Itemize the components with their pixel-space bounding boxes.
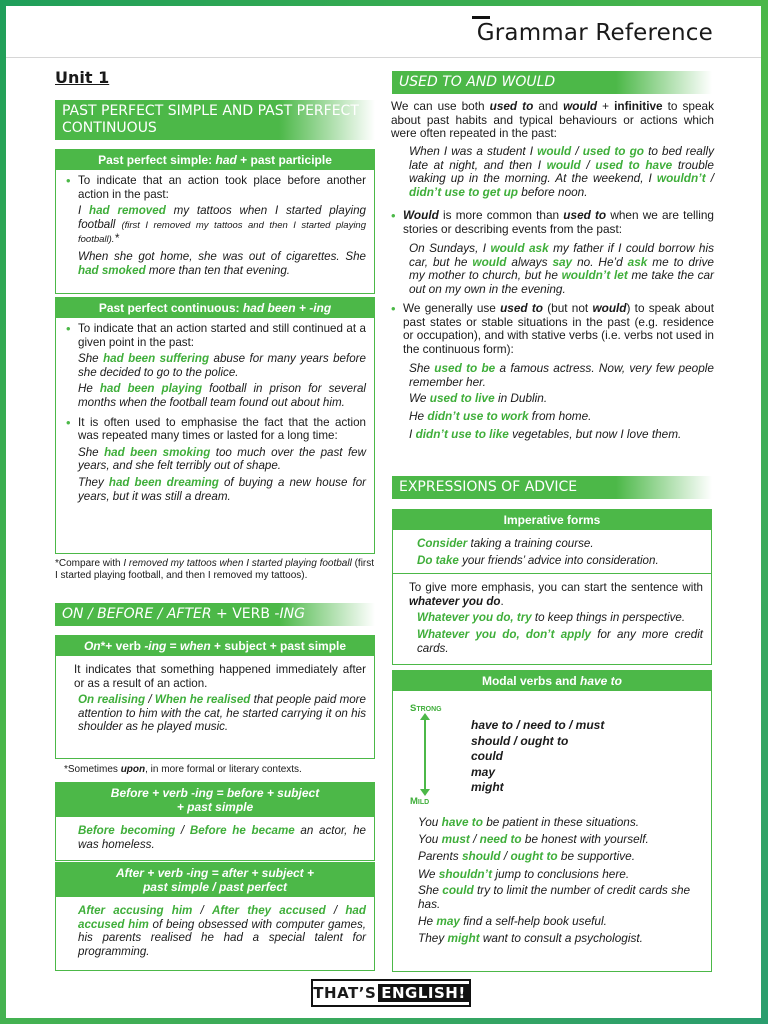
- example: She had been suffering abuse for many years before she decided to go to the police.: [78, 352, 366, 379]
- bullet-stative: • We generally use used to (but not would) to speak about past states or stable situations in the past (e.g. residence or occupation), and with stative verbs (i.e. verbs not used in the continuous form):: [391, 302, 714, 356]
- arrow-up-icon: [420, 713, 430, 720]
- example: We shouldn’t jump to conclusions here.: [418, 866, 630, 881]
- modal-item: may: [471, 764, 496, 779]
- modal-item: could: [471, 749, 503, 763]
- unit-heading: Unit 1: [55, 68, 110, 87]
- rule-text: It indicates that something happened immediately after or as a result of an action.: [74, 663, 366, 690]
- example: They had been dreaming of buying a new house for years, but it was still a dream.: [78, 475, 367, 503]
- used-to-intro: We can use both used to and would + infinitive to speak about past habits and typical behaviours or actions which were often repeated in the past:: [391, 99, 714, 141]
- box-header: Modal verbs and have to: [393, 671, 711, 691]
- box-header: Past perfect simple: had + past participle: [56, 150, 374, 170]
- bullet-text: • It is often used to emphasise the fact that the action was repeated many times or lasted for a long time:: [66, 416, 366, 443]
- example: After accusing him / After they accused / had accused him of being obsessed with computer games, his parents realised he had a special talent for programming.: [78, 904, 366, 958]
- footnote-upon: *Sometimes upon, in more formal or literary contexts.: [64, 764, 302, 775]
- example: Whatever you do, don’t apply for any more credit cards.: [417, 627, 704, 655]
- mild-label: Mild: [410, 796, 430, 807]
- example: Do take your friends’ advice into consideration.: [417, 553, 659, 567]
- example-dublin: We used to live in Dublin.: [409, 391, 548, 405]
- rule-text: To give more emphasis, you can start the sentence with whatever you do.: [409, 581, 703, 608]
- example: Before becoming / Before he became an actor, he was homeless.: [78, 824, 367, 851]
- section-used-to-title: USED TO AND WOULD: [392, 71, 712, 94]
- example: You must / need to be honest with yourself.: [418, 832, 649, 847]
- example: Consider taking a training course.: [417, 537, 594, 550]
- example-actress: She used to be a famous actress. Now, very few people remember her.: [409, 361, 714, 389]
- example: On realising / When he realised that people paid more attention to him with the cat, he started carrying it on his shoulder as he played music.: [78, 693, 366, 734]
- box-header: Past perfect continuous: had been + -ing: [56, 298, 374, 318]
- box-header: Before + verb -ing = before + subject + past simple: [56, 783, 374, 817]
- example-vegetables: I didn’t use to like vegetables, but now I love them.: [409, 427, 682, 441]
- on-verb-ing-box: [55, 635, 375, 759]
- example: He may find a self-help book useful.: [418, 913, 607, 928]
- example-work: He didn’t use to work from home.: [409, 409, 592, 423]
- example-sundays: On Sundays, I would ask my father if I could borrow his car, but he would always say no. He’d ask me to drive my mother to church, but he wouldn’t let me take the car out on my own in the evening.: [409, 241, 714, 296]
- example: They might want to consult a psychologist.: [418, 931, 643, 946]
- bullet-text: • To indicate that an action took place before another action in the past:: [66, 174, 366, 201]
- before-verb-ing-box: [55, 782, 375, 861]
- past-perfect-simple-box: [55, 149, 375, 294]
- modal-examples: [418, 814, 703, 947]
- header-bar: [6, 6, 761, 58]
- section-on-before-after-title: ON / BEFORE / AFTER + VERB -ING: [55, 603, 375, 626]
- past-perfect-continuous-box: [55, 297, 375, 554]
- example: She could try to limit the number of credit cards she has.: [418, 882, 691, 911]
- section-advice-title: EXPRESSIONS OF ADVICE: [392, 476, 712, 499]
- imperative-forms-box: [392, 509, 712, 665]
- footnote-compare: *Compare with I removed my tattoos when I started playing football (first I started playing football, and then I removed my tattoos).: [55, 558, 375, 581]
- bullet-text: • To indicate that an action started and still continued at a given point in the past:: [66, 322, 366, 349]
- box-header: Imperative forms: [393, 510, 711, 530]
- example: When she got home, she was out of cigarettes. She had smoked more than ten that evening.: [78, 249, 366, 277]
- section-past-perfect-title: PAST PERFECT SIMPLE AND PAST PERFECT CONTINUOUS: [55, 100, 375, 140]
- modal-item: should / ought to: [471, 733, 569, 748]
- after-verb-ing-box: [55, 862, 375, 971]
- modal-item: might: [471, 780, 504, 794]
- page: [6, 6, 761, 1018]
- modal-list: [471, 718, 604, 796]
- box-header: On*+ verb -ing = when + subject + past simple: [56, 636, 374, 656]
- example-student: When I was a student I would / used to go to bed really late at night, and then I would / used to have trouble waking up in the morning. At the weekend, I wouldn’t / didn’t use to get up before noon.: [409, 144, 714, 199]
- example: Whatever you do, try to keep things in perspective.: [417, 611, 686, 625]
- page-title: Grammar Reference: [476, 20, 713, 46]
- example: Parents should / ought to be supportive.: [418, 849, 636, 864]
- modal-item: have to / need to / must: [471, 718, 605, 732]
- arrow-down-icon: [420, 789, 430, 796]
- strength-arrow: [424, 718, 426, 791]
- example: I had removed my tattoos when I started playing football (first I removed my tattoos and then I started playing football).*: [78, 204, 366, 246]
- bullet-would-common: • Would is more common than used to when we are telling stories or describing events from the past:: [391, 209, 714, 236]
- example: He had been playing football in prison for several months when the football team found out about him.: [78, 382, 366, 409]
- example: You have to be patient in these situations.: [418, 815, 640, 829]
- strong-label: Strong: [410, 703, 442, 714]
- example: She had been smoking too much over the past few years, and she felt terribly out of shape.: [78, 445, 366, 473]
- box-header: After + verb -ing = after + subject + past simple / past perfect: [56, 863, 374, 897]
- thats-english-logo: THAT’S ENGLISH!: [311, 979, 471, 1007]
- header-dash: [472, 16, 490, 19]
